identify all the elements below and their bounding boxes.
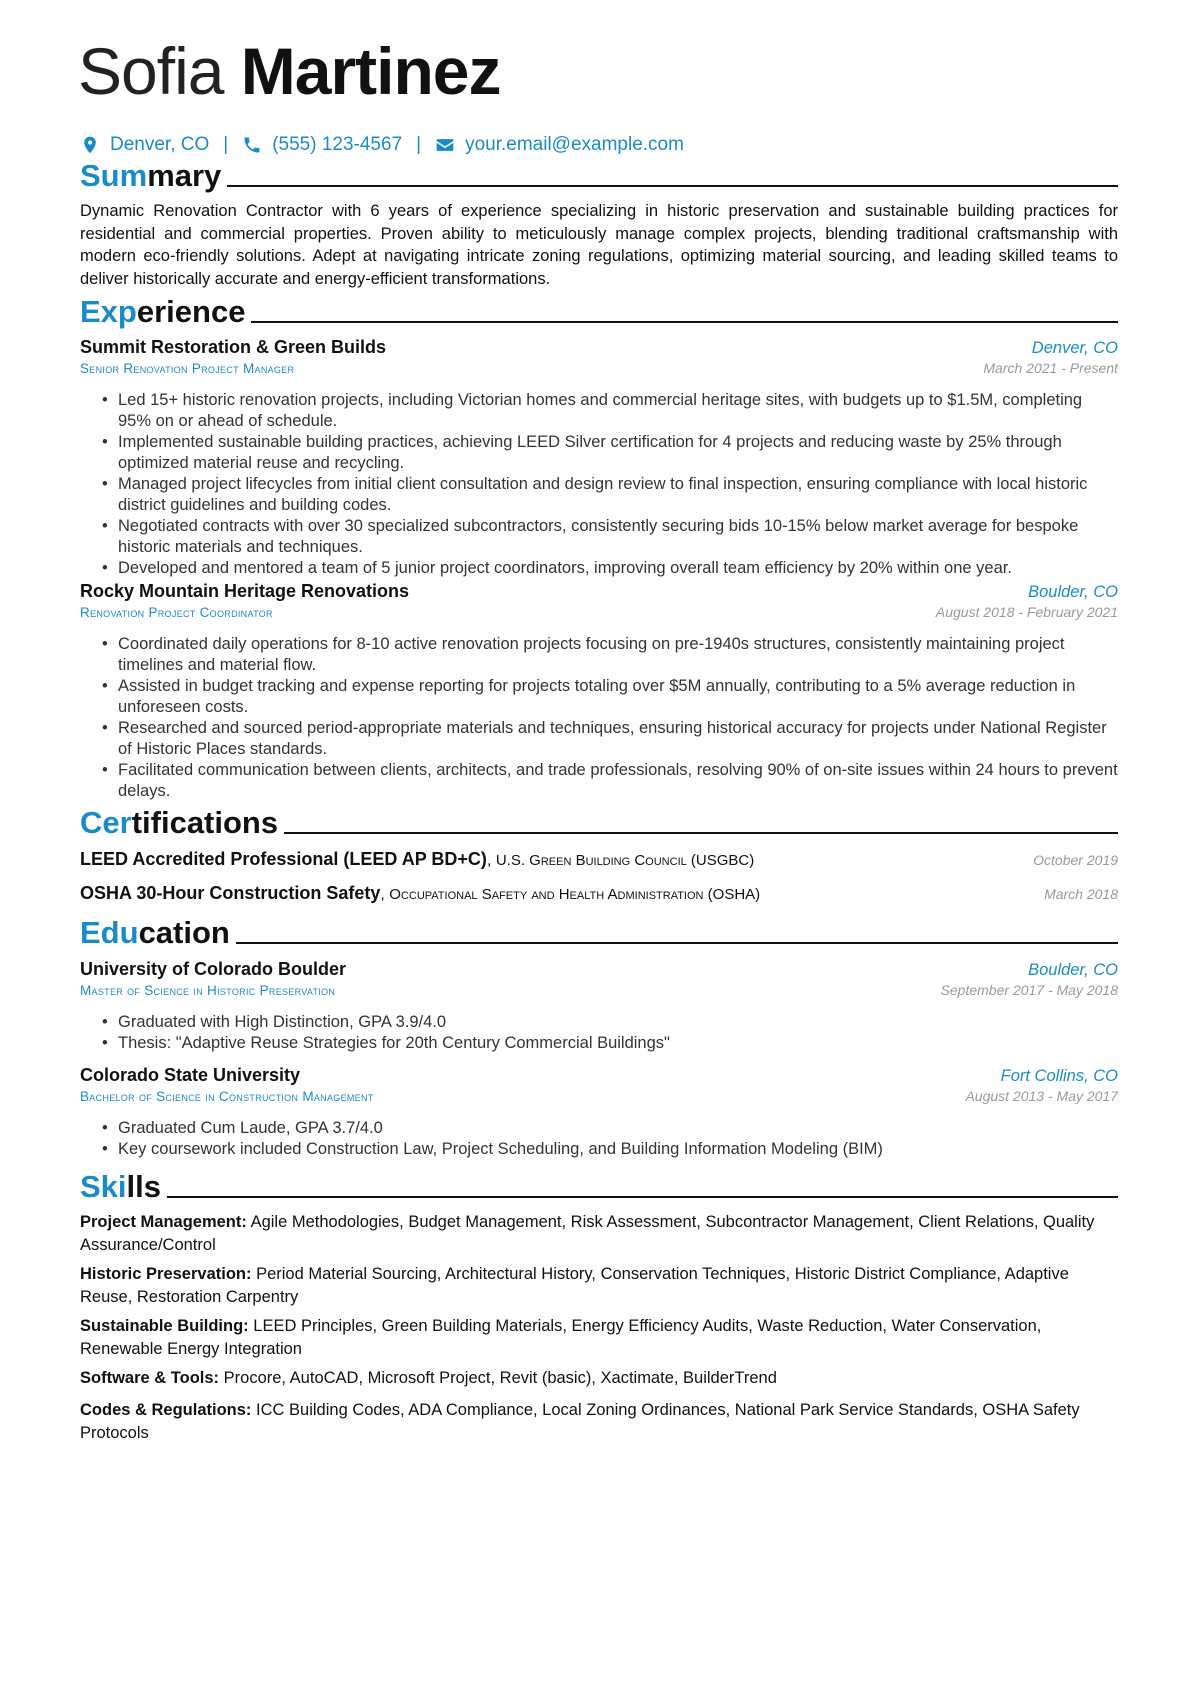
map-marker-icon	[80, 135, 100, 155]
certification-title: LEED Accredited Professional (LEED AP BD+C)	[80, 849, 487, 869]
job-bullets	[80, 634, 1118, 802]
skill-list: ICC Building Codes, ADA Compliance, Local Zoning Ordinances, National Park Service Standards, OSHA Safety Protocols	[80, 1401, 1080, 1442]
bullet-item: • Graduated Cum Laude, GPA 3.7/4.0	[80, 1118, 1118, 1139]
certification-title: OSHA 30-Hour Construction Safety	[80, 883, 381, 903]
bullet-item: • Coordinated daily operations for 8-10 active renovation projects focusing on pre-1940s structures, consistently maintaining project timelines and material flow.	[80, 634, 1118, 676]
skill-list: Procore, AutoCAD, Microsoft Project, Revit (basic), Xactimate, BuilderTrend	[223, 1369, 777, 1387]
bullet-item: • Graduated with High Distinction, GPA 3.9/4.0	[80, 1012, 1118, 1033]
company-name: Rocky Mountain Heritage Renovations	[80, 581, 410, 601]
job-entry	[80, 337, 1118, 579]
skill-group	[80, 1263, 1118, 1308]
job-dates: August 2018 - February 2021	[935, 604, 1118, 620]
skill-category: Codes & Regulations:	[80, 1401, 252, 1419]
bullet-item: • Key coursework included Construction Law, Project Scheduling, and Building Information Modeling (BIM)	[80, 1139, 1118, 1160]
education-entry	[80, 959, 1118, 1054]
envelope-icon	[435, 135, 455, 155]
section-education-heading	[80, 917, 1118, 948]
bullet-item: • Implemented sustainable building practices, achieving LEED Silver certification for 4 projects and reducing waste by 25% through optimized material reuse and recycling.	[80, 432, 1118, 474]
section-title: Certifications	[80, 805, 279, 840]
education-bullets	[80, 1012, 1118, 1054]
skill-group	[80, 1367, 1118, 1390]
contact-phone[interactable]	[242, 134, 402, 156]
certification-date: March 2018	[1044, 886, 1118, 902]
job-location: Boulder, CO	[1028, 583, 1118, 601]
section-rule	[251, 321, 1118, 323]
bullet-item: • Facilitated communication between clients, architects, and trade professionals, resolving 90% of on-site issues within 24 hours to prevent delays.	[80, 760, 1118, 802]
summary-text: Dynamic Renovation Contractor with 6 years of experience specializing in historic preservation and sustainable building practices for residential and commercial properties. Proven ability to meticulously manage complex projects, blending traditional craftsmanship with modern eco-friendly solutions. Adept at navigating intricate zoning regulations, optimizing material sourcing, and leading skilled teams to deliver historically accurate and energy-efficient transformations.	[80, 202, 1118, 288]
degree: Master of Science in Historic Preservation	[80, 983, 336, 998]
certification-item: LEED Accredited Professional (LEED AP BD+C), U.S. Green Building Council (USGBC) October 2019	[80, 849, 1118, 869]
skill-list: LEED Principles, Green Building Materials, Energy Efficiency Audits, Waste Reduction, Water Conservation, Renewable Energy Integration	[80, 1317, 1042, 1358]
section-skills-heading	[80, 1171, 1118, 1202]
skill-category: Software & Tools:	[80, 1369, 220, 1387]
contact-email[interactable]	[435, 134, 684, 156]
school-name: University of Colorado Boulder	[80, 959, 347, 979]
certification-issuer: Occupational Safety and Health Administration (OSHA)	[389, 886, 761, 903]
contact-separator: |	[223, 134, 229, 155]
section-rule	[227, 185, 1118, 187]
skill-category: Project Management:	[80, 1213, 247, 1231]
contact-location	[80, 134, 209, 156]
education-bullets	[80, 1118, 1118, 1160]
email-link: your.email@example.com	[465, 134, 684, 155]
skill-category: Sustainable Building:	[80, 1317, 249, 1335]
bullet-item: • Led 15+ historic renovation projects, including Victorian homes and commercial heritage sites, with budgets up to $1.5M, completing 95% on or ahead of schedule.	[80, 390, 1118, 432]
phone-text: (555) 123-4567	[272, 134, 403, 155]
certification-date: October 2019	[1033, 852, 1118, 868]
skill-list: Agile Methodologies, Budget Management, Risk Assessment, Subcontractor Management, Client Relations, Quality Assurance/Control	[80, 1213, 1095, 1254]
location-text: Denver, CO	[110, 134, 210, 155]
skill-category: Historic Preservation:	[80, 1265, 252, 1283]
company-name: Summit Restoration & Green Builds	[80, 337, 387, 357]
section-summary-heading	[80, 160, 1118, 191]
job-location: Denver, CO	[1031, 339, 1118, 357]
section-experience-heading	[80, 296, 1118, 327]
section-title: Skills	[80, 1169, 161, 1204]
job-bullets	[80, 390, 1118, 579]
first-name: Sofia	[78, 34, 224, 108]
bullet-item: • Assisted in budget tracking and expense reporting for projects totaling over $5M annually, contributing to a 5% average reduction in unforeseen costs.	[80, 676, 1118, 718]
job-title: Senior Renovation Project Manager	[80, 361, 295, 376]
section-title: Summary	[80, 158, 222, 193]
section-rule	[167, 1196, 1118, 1198]
skill-group	[80, 1211, 1118, 1256]
section-title: Education	[80, 915, 230, 950]
bullet-item: • Thesis: "Adaptive Reuse Strategies for 20th Century Commercial Buildings"	[80, 1033, 1118, 1054]
school-name: Colorado State University	[80, 1065, 301, 1085]
section-title: Experience	[80, 294, 246, 329]
school-location: Boulder, CO	[1028, 961, 1118, 979]
section-rule	[284, 832, 1118, 834]
education-dates: August 2013 - May 2017	[965, 1088, 1118, 1104]
contact-line	[80, 134, 684, 156]
bullet-item: • Researched and sourced period-appropriate materials and techniques, ensuring historical accuracy for projects under National Register of Historic Places standards.	[80, 718, 1118, 760]
skill-group	[80, 1399, 1118, 1444]
job-title: Renovation Project Coordinator	[80, 605, 273, 620]
candidate-name	[78, 34, 501, 108]
school-location: Fort Collins, CO	[1000, 1067, 1118, 1085]
degree: Bachelor of Science in Construction Management	[80, 1089, 374, 1104]
section-rule	[236, 942, 1118, 944]
skill-list: Period Material Sourcing, Architectural History, Conservation Techniques, Historic District Compliance, Adaptive Reuse, Restoration Carpentry	[80, 1265, 1069, 1306]
job-dates: March 2021 - Present	[983, 360, 1118, 376]
job-entry	[80, 581, 1118, 802]
bullet-item: • Negotiated contracts with over 30 specialized subcontractors, consistently securing bids 10-15% below market average for bespoke historic materials and techniques.	[80, 516, 1118, 558]
last-name: Martinez	[240, 34, 501, 108]
education-dates: September 2017 - May 2018	[940, 982, 1118, 998]
phone-icon	[242, 135, 262, 155]
section-certifications-heading	[80, 807, 1118, 838]
bullet-item: • Developed and mentored a team of 5 junior project coordinators, improving overall team efficiency by 20% within one year.	[80, 558, 1118, 579]
certification-issuer: U.S. Green Building Council (USGBC)	[495, 852, 755, 869]
certification-item: OSHA 30-Hour Construction Safety, Occupational Safety and Health Administration (OSHA) March 2018	[80, 883, 1118, 903]
contact-separator: |	[416, 134, 422, 155]
skill-group	[80, 1315, 1118, 1360]
bullet-item: • Managed project lifecycles from initial client consultation and design review to final inspection, ensuring compliance with local historic district guidelines and building codes.	[80, 474, 1118, 516]
education-entry	[80, 1065, 1118, 1160]
